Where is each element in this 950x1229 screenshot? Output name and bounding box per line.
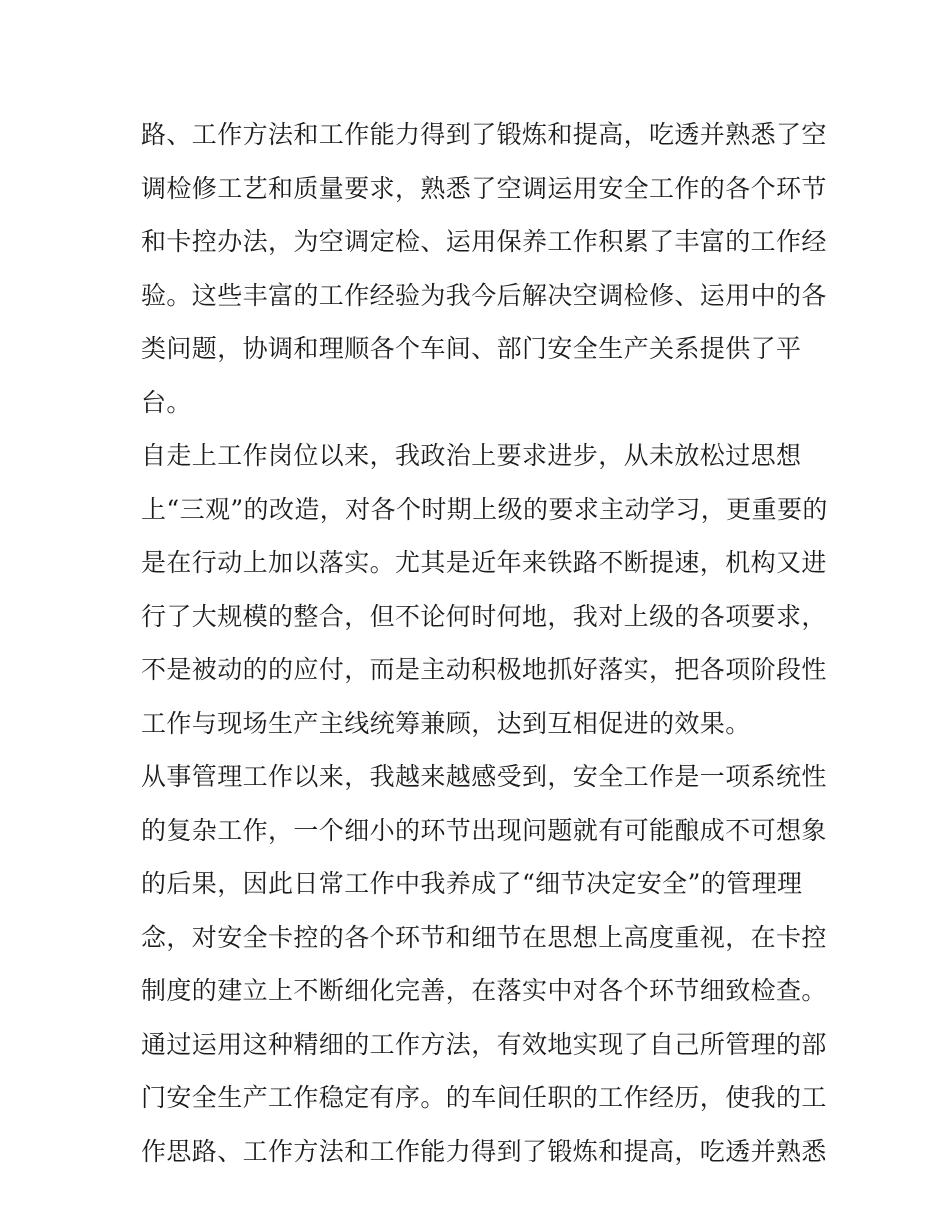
text-line: 行了大规模的整合，但不论何时何地，我对上级的各项要求，	[141, 601, 827, 631]
text-line: 念，对安全卡控的各个环节和细节在思想上高度重视，在卡控	[141, 922, 827, 952]
text-line: 路、工作方法和工作能力得到了锻炼和提高，吃透并熟悉了空	[141, 120, 827, 149]
text-line: 台。	[141, 387, 192, 417]
text-line: 上“三观”的改造，对各个时期上级的要求主动学习，更重要的	[141, 494, 828, 524]
text-line: 作思路、工作方法和工作能力得到了锻炼和提高，吃透并熟悉	[141, 1136, 827, 1166]
text-line: 制度的建立上不断细化完善，在落实中对各个环节细致检查。	[141, 976, 827, 1005]
text-line: 的复杂工作，一个细小的环节出现问题就有可能酿成不可想象	[141, 815, 827, 845]
text-line: 通过运用这种精细的工作方法，有效地实现了自己所管理的部	[141, 1029, 827, 1059]
text-line: 验。这些丰富的工作经验为我今后解决空调检修、运用中的各	[141, 280, 827, 310]
text-line: 从事管理工作以来，我越来越感受到，安全工作是一项系统性	[141, 762, 827, 791]
text-line: 工作与现场生产主线统筹兼顾，达到互相促进的效果。	[141, 708, 751, 738]
text-line: 不是被动的的应付，而是主动积极地抓好落实，把各项阶段性	[141, 655, 827, 684]
text-line: 调检修工艺和质量要求，熟悉了空调运用安全工作的各个环节	[141, 173, 827, 203]
document-body	[141, 108, 828, 1178]
text-line: 是在行动上加以落实。尤其是近年来铁路不断提速，机构又进	[141, 548, 827, 577]
text-line: 自走上工作岗位以来，我政治上要求进步，从未放松过思想	[141, 441, 802, 470]
text-line: 门安全生产工作稳定有序。的车间任职的工作经历，使我的工	[141, 1083, 827, 1112]
text-line: 类问题，协调和理顺各个车间、部门安全生产关系提供了平	[141, 334, 802, 363]
text-line: 的后果，因此日常工作中我养成了“细节决定安全”的管理理	[141, 869, 803, 898]
text-line: 和卡控办法，为空调定检、运用保养工作积累了丰富的工作经	[141, 227, 827, 256]
